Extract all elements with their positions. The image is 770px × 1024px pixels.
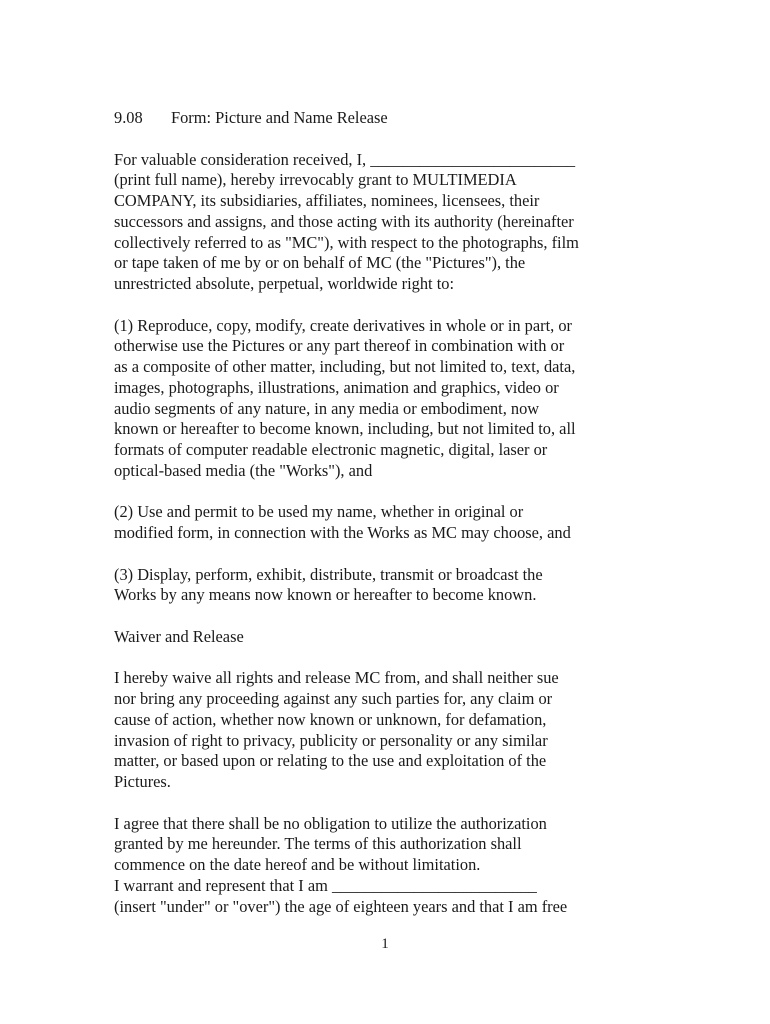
paragraph-spacer: [114, 606, 674, 627]
text-line: granted by me hereunder. The terms of this authorization shall: [114, 834, 522, 854]
text-line: collectively referred to as "MC"), with respect to the photographs, film: [114, 232, 579, 252]
text-line: (3) Display, perform, exhibit, distribute, transmit or broadcast the: [114, 564, 543, 584]
text-line: I warrant and represent that I am _________________________: [114, 875, 537, 895]
text-line: (1) Reproduce, copy, modify, create derivatives in whole or in part, or: [114, 315, 573, 335]
text-line: For valuable consideration received, I, _________________________: [114, 149, 576, 169]
paragraph-spacer: [114, 295, 674, 316]
text-line: Works by any means now known or hereafter to become known.: [114, 585, 537, 605]
text-line: I agree that there shall be no obligation to utilize the authorization: [114, 813, 547, 833]
text-line: images, photographs, illustrations, animation and graphics, video or: [114, 377, 559, 397]
document-body: [114, 108, 674, 917]
text-line: COMPANY, its subsidiaries, affiliates, nominees, licensees, their: [114, 191, 540, 210]
text-line: known or hereafter to become known, including, but not limited to, all: [114, 419, 576, 439]
text-line: cause of action, whether now known or unknown, for defamation,: [114, 709, 547, 729]
text-line: invasion of right to privacy, publicity or personality or any similar: [114, 730, 548, 750]
clause-3-paragraph: [114, 565, 674, 607]
section-number: 9.08: [114, 108, 143, 127]
text-line: optical-based media (the "Works"), and: [114, 460, 373, 480]
text-line: matter, or based upon or relating to the use and exploitation of the: [114, 751, 547, 771]
waiver-heading: [114, 627, 674, 648]
agreement-paragraph: [114, 814, 674, 918]
waiver-paragraph: [114, 668, 674, 793]
text-line: as a composite of other matter, including, but not limited to, text, data,: [114, 357, 576, 376]
page-number: 1: [381, 936, 389, 952]
clause-1-paragraph: [114, 316, 674, 482]
text-line: audio segments of any nature, in any media or embodiment, now: [114, 398, 540, 418]
paragraph-spacer: [114, 793, 674, 814]
text-line: (insert "under" or "over") the age of eighteen years and that I am free: [114, 896, 568, 916]
subheading-text: Waiver and Release: [114, 626, 244, 646]
text-line: (print full name), hereby irrevocably grant to MULTIMEDIA: [114, 170, 517, 190]
text-line: commence on the date hereof and be without limitation.: [114, 855, 481, 874]
text-line: modified form, in connection with the Works as MC may choose, and: [114, 523, 571, 542]
clause-2-paragraph: [114, 502, 674, 544]
text-line: Pictures.: [114, 772, 171, 791]
text-line: formats of computer readable electronic magnetic, digital, laser or: [114, 440, 548, 459]
intro-paragraph: [114, 150, 674, 295]
text-line: unrestricted absolute, perpetual, worldwide right to:: [114, 274, 455, 293]
section-heading: [114, 108, 674, 129]
paragraph-spacer: [114, 648, 674, 669]
text-line: (2) Use and permit to be used my name, whether in original or: [114, 502, 524, 522]
paragraph-spacer: [114, 544, 674, 565]
text-line: or tape taken of me by or on behalf of MC (the "Pictures"), the: [114, 253, 526, 273]
paragraph-spacer: [114, 482, 674, 503]
section-title: Form: Picture and Name Release: [171, 108, 388, 127]
text-line: otherwise use the Pictures or any part thereof in combination with or: [114, 336, 565, 356]
text-line: I hereby waive all rights and release MC from, and shall neither sue: [114, 668, 559, 688]
text-line: successors and assigns, and those acting with its authority (hereinafter: [114, 211, 574, 231]
paragraph-spacer: [114, 129, 674, 150]
text-line: nor bring any proceeding against any such parties for, any claim or: [114, 689, 553, 708]
